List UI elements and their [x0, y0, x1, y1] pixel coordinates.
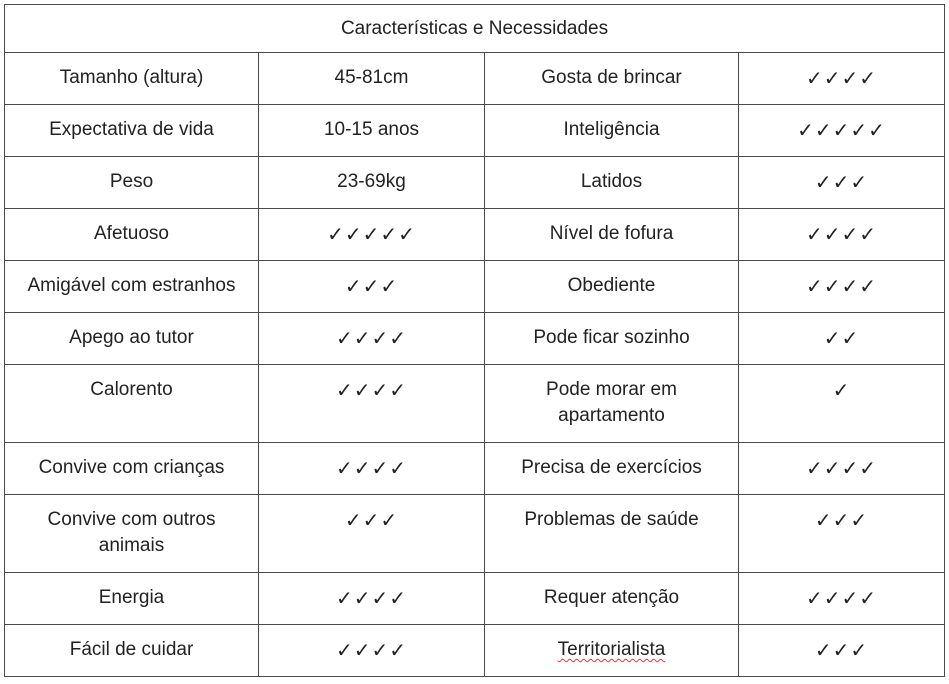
trait-label: Calorento — [5, 365, 259, 443]
trait-label: Peso — [5, 157, 259, 209]
trait-value: 23-69kg — [259, 157, 485, 209]
table-row — [5, 105, 945, 157]
trait-rating: ✓✓✓ — [259, 495, 485, 573]
trait-label: Tamanho (altura) — [5, 53, 259, 105]
trait-rating: ✓✓✓✓ — [739, 573, 945, 625]
table-row — [5, 625, 945, 677]
trait-rating: ✓✓✓✓ — [739, 53, 945, 105]
trait-value: 45-81cm — [259, 53, 485, 105]
trait-rating: ✓✓✓✓ — [739, 209, 945, 261]
table-row — [5, 53, 945, 105]
table-row — [5, 157, 945, 209]
trait-label: Amigável com estranhos — [5, 261, 259, 313]
table-title: Características e Necessidades — [5, 5, 945, 53]
trait-label: Pode ficar sozinho — [485, 313, 739, 365]
table-row — [5, 443, 945, 495]
trait-rating: ✓✓✓✓ — [259, 573, 485, 625]
trait-label: Gosta de brincar — [485, 53, 739, 105]
trait-label: Latidos — [485, 157, 739, 209]
trait-rating: ✓✓✓✓ — [259, 443, 485, 495]
trait-rating: ✓✓✓ — [259, 261, 485, 313]
trait-rating: ✓✓✓ — [739, 625, 945, 677]
trait-rating: ✓✓✓✓✓ — [739, 105, 945, 157]
trait-label: Expectativa de vida — [5, 105, 259, 157]
trait-rating: ✓✓✓✓ — [739, 261, 945, 313]
trait-label: Convive com outros animais — [5, 495, 259, 573]
trait-label: Inteligência — [485, 105, 739, 157]
trait-label: Apego ao tutor — [5, 313, 259, 365]
trait-label: Energia — [5, 573, 259, 625]
trait-rating: ✓✓ — [739, 313, 945, 365]
trait-rating: ✓✓✓ — [739, 495, 945, 573]
trait-label: Fácil de cuidar — [5, 625, 259, 677]
table-row — [5, 313, 945, 365]
table-row — [5, 261, 945, 313]
trait-rating: ✓✓✓✓ — [259, 365, 485, 443]
trait-rating: ✓✓✓ — [739, 157, 945, 209]
trait-label: Requer atenção — [485, 573, 739, 625]
characteristics-table — [4, 4, 945, 677]
table-row — [5, 209, 945, 261]
table-row — [5, 573, 945, 625]
trait-rating: ✓✓✓✓ — [259, 625, 485, 677]
table-row — [5, 495, 945, 573]
table-header-row — [5, 5, 945, 53]
trait-rating: ✓✓✓✓ — [259, 313, 485, 365]
trait-label: Problemas de saúde — [485, 495, 739, 573]
trait-rating: ✓✓✓✓✓ — [259, 209, 485, 261]
trait-label: Precisa de exercícios — [485, 443, 739, 495]
trait-label: Obediente — [485, 261, 739, 313]
trait-label: Afetuoso — [5, 209, 259, 261]
trait-label: Convive com crianças — [5, 443, 259, 495]
table-row — [5, 365, 945, 443]
trait-rating: ✓✓✓✓ — [739, 443, 945, 495]
trait-value: 10-15 anos — [259, 105, 485, 157]
trait-rating: ✓ — [739, 365, 945, 443]
trait-label: Territorialista — [557, 639, 666, 660]
trait-label: Nível de fofura — [485, 209, 739, 261]
trait-label-cell — [485, 625, 739, 677]
trait-label: Pode morar em apartamento — [485, 365, 739, 443]
